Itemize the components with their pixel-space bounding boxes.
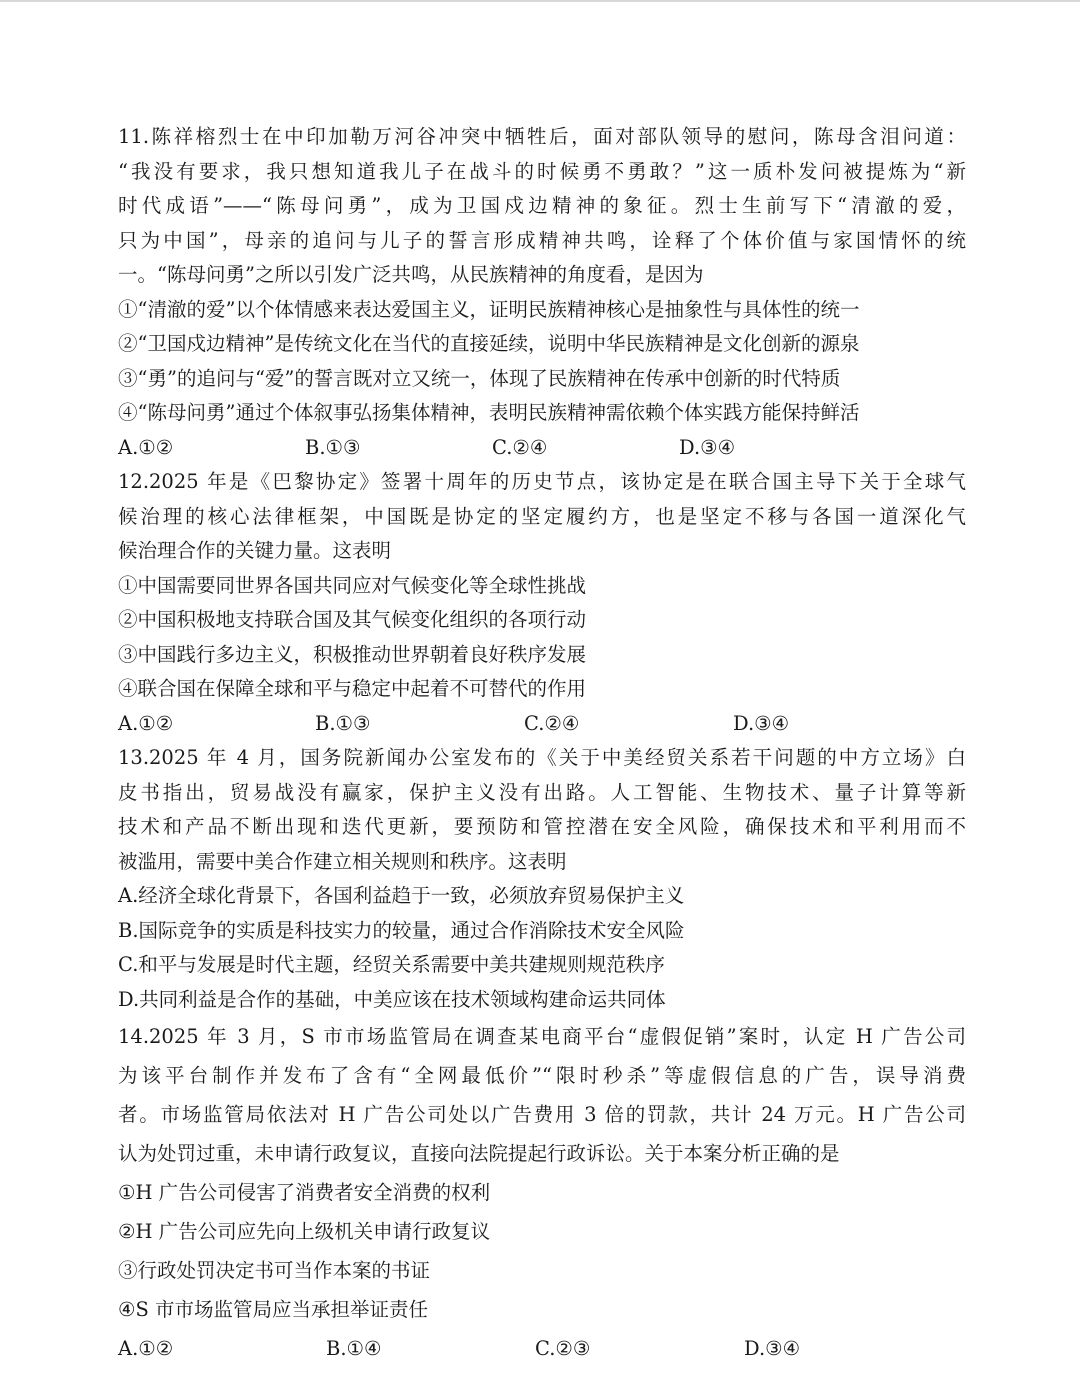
question-stem-line: 被滥用，需要中美合作建立相关规则和秩序。这表明 — [118, 849, 567, 873]
page-top-border — [0, 0, 1080, 2]
choice-b: B.①③ — [315, 711, 371, 735]
choice-d: D.③④ — [744, 1337, 801, 1360]
statement-4: ④“陈母问勇”通过个体叙事弘扬集体精神，表明民族精神需依赖个体实践方能保持鲜活 — [118, 401, 860, 424]
statement-1: ①中国需要同世界各国共同应对气候变化等全球性挑战 — [118, 573, 587, 597]
statement-3: ③行政处罚决定书可当作本案的书证 — [118, 1259, 431, 1282]
question-stem-line: 14.2025 年 3 月，S 市市场监管局在调查某电商平台“虚假促销”案时，认定 H 广告公司 — [118, 1025, 966, 1048]
question-stem-line: 认为处罚过重，未申请行政复议，直接向法院提起行政诉讼。关于本案分析正确的是 — [118, 1142, 840, 1165]
answer-choices — [118, 1329, 966, 1368]
statement-2: ②“卫国戍边精神”是传统文化在当代的直接延续，说明中华民族精神是文化创新的源泉 — [118, 332, 860, 355]
statement-4: ④联合国在保障全球和平与稳定中起着不可替代的作用 — [118, 677, 587, 700]
choice-a: A.①② — [118, 435, 174, 459]
choice-d: D.③④ — [733, 711, 790, 735]
statement-4: ④S 市市场监管局应当承担举证责任 — [118, 1298, 429, 1321]
choice-d: D.③④ — [679, 435, 736, 459]
option-a: A.经济全球化背景下，各国利益趋于一致，必须放弃贸易保护主义 — [118, 884, 685, 907]
statement-1: ①H 广告公司侵害了消费者安全消费的权利 — [118, 1181, 491, 1204]
choice-c: C.②③ — [535, 1337, 591, 1360]
choice-b: B.①④ — [326, 1337, 382, 1360]
question-stem-line: 12.2025 年是《巴黎协定》签署十周年的历史节点，该协定是在联合国主导下关于全球气 — [118, 470, 966, 493]
question-stem-line: “我没有要求，我只想知道我儿子在战斗的时候勇不勇敢？”这一质朴发问被提炼为“新 — [118, 159, 966, 183]
answer-choices — [118, 707, 966, 742]
statement-1: ①“清澈的爱”以个体情感来表达爱国主义，证明民族精神核心是抽象性与具体性的统一 — [118, 297, 860, 321]
statement-2: ②中国积极地支持联合国及其气候变化组织的各项行动 — [118, 608, 587, 631]
question-stem-line: 技术和产品不断出现和迭代更新，要预防和管控潜在安全风险，确保技术和平利用而不 — [118, 815, 966, 838]
question-stem-line: 候治理的核心法律框架，中国既是协定的坚定履约方，也是坚定不移与各国一道深化气 — [118, 504, 966, 528]
question-stem-line: 者。市场监管局依法对 H 广告公司处以广告费用 3 倍的罚款，共计 24 万元。H 广告公司 — [118, 1103, 966, 1126]
question-stem-line: 为该平台制作并发布了含有“全网最低价”“限时秒杀”等虚假信息的广告，误导消费 — [118, 1064, 966, 1087]
question-stem-line: 时代成语”——“陈母问勇”，成为卫国戍边精神的象征。烈士生前写下“清澈的爱， — [118, 194, 966, 217]
question-stem-line: 一。“陈母问勇”之所以引发广泛共鸣，从民族精神的角度看，是因为 — [118, 263, 704, 286]
statement-3: ③中国践行多边主义，积极推动世界朝着良好秩序发展 — [118, 642, 587, 666]
choice-a: A.①② — [118, 1337, 174, 1360]
statement-2: ②H 广告公司应先向上级机关申请行政复议 — [118, 1220, 491, 1243]
choice-c: C.②④ — [492, 435, 548, 459]
statement-3: ③“勇”的追问与“爱”的誓言既对立又统一，体现了民族精神在传承中创新的时代特质 — [118, 366, 841, 390]
choice-a: A.①② — [118, 711, 174, 735]
question-11 — [118, 120, 966, 465]
question-stem-line: 候治理合作的关键力量。这表明 — [118, 539, 392, 562]
question-stem-line: 皮书指出，贸易战没有赢家，保护主义没有出路。人工智能、生物技术、量子计算等新 — [118, 780, 966, 804]
question-stem-line: 只为中国”，母亲的追问与儿子的誓言形成精神共鸣，诠释了个体价值与家国情怀的统 — [118, 228, 966, 252]
question-13 — [118, 741, 966, 1017]
answer-choices — [118, 431, 966, 466]
option-c: C.和平与发展是时代主题，经贸关系需要中美共建规则规范秩序 — [118, 953, 665, 976]
exam-page — [118, 120, 966, 1368]
option-b: B.国际竞争的实质是科技实力的较量，通过合作消除技术安全风险 — [118, 918, 685, 942]
question-stem-line: 13.2025 年 4 月，国务院新闻办公室发布的《关于中美经贸关系若干问题的中方立场》白 — [118, 746, 966, 769]
option-d: D.共同利益是合作的基础，中美应该在技术领域构建命运共同体 — [118, 987, 666, 1011]
choice-b: B.①③ — [305, 435, 361, 459]
question-12 — [118, 465, 966, 741]
question-stem-line: 11.陈祥榕烈士在中印加勒万河谷冲突中牺牲后，面对部队领导的慰问，陈母含泪问道： — [118, 125, 966, 148]
question-14 — [118, 1017, 966, 1368]
choice-c: C.②④ — [524, 711, 580, 735]
